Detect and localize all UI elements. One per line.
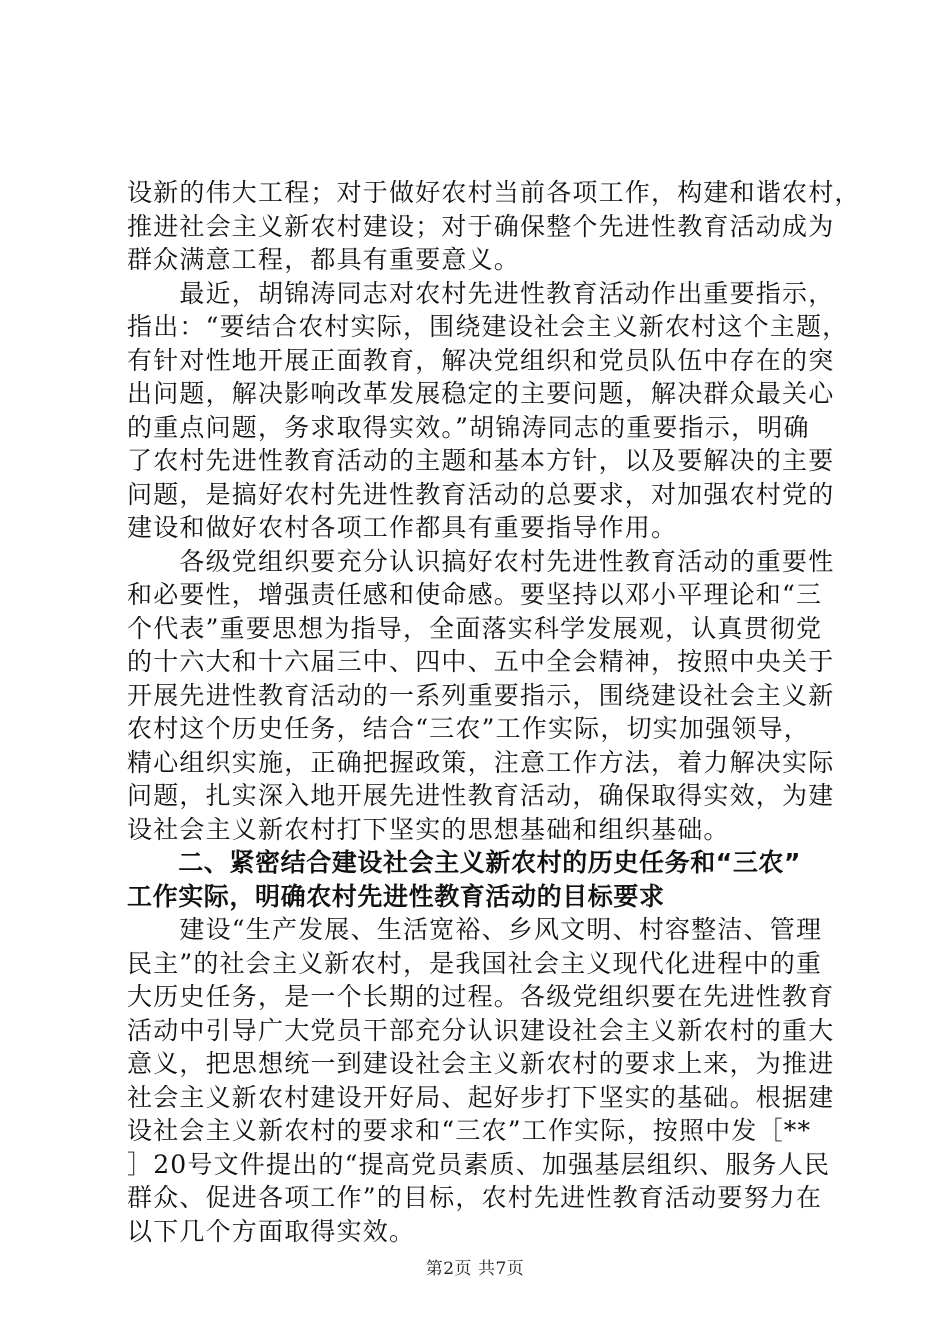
paragraph-line: 有针对性地开展正面教育，解决党组织和党员队伍中存在的突: [127, 345, 835, 375]
paragraph-line: 问题，是搞好农村先进性教育活动的总要求，对加强农村党的: [127, 479, 835, 509]
paragraph-line: 建设和做好农村各项工作都具有重要指导作用。: [127, 513, 678, 542]
paragraph-line: 活动中引导广大党员干部充分认识建设社会主义新农村的重大: [127, 1015, 835, 1045]
paragraph-line: 个代表”重要思想为指导，全面落实科学发展观，认真贯彻党: [127, 613, 823, 643]
paragraph-line: 出问题，解决影响改革发展稳定的主要问题，解决群众最关心: [127, 379, 835, 408]
paragraph-line: 推进社会主义新农村建设；对于确保整个先进性教育活动成为: [127, 211, 835, 241]
paragraph-line: 社会主义新农村建设开好局、起好步打下坚实的基础。根据建: [127, 1082, 835, 1112]
paragraph-line: 群众满意工程，都具有重要意义。: [127, 245, 521, 274]
paragraph-line: 开展先进性教育活动的一系列重要指示，围绕建设社会主义新: [127, 680, 835, 710]
section-heading-line: 工作实际，明确农村先进性教育活动的目标要求: [127, 881, 665, 911]
paragraph-line: 了农村先进性教育活动的主题和基本方针，以及要解决的主要: [127, 446, 835, 475]
paragraph-line: 民主”的社会主义新农村，是我国社会主义现代化进程中的重: [127, 948, 823, 978]
paragraph-line: 的十六大和十六届三中、四中、五中全会精神，按照中央关于: [127, 647, 835, 676]
page-number-footer: 第2页 共7页: [425, 1259, 525, 1279]
section-heading-line: 二、紧密结合建设社会主义新农村的历史任务和“三农”: [127, 848, 802, 877]
paragraph-line: 问题，扎实深入地开展先进性教育活动，确保取得实效，为建: [127, 781, 835, 810]
paragraph-line: 的重点问题，务求取得实效。”胡锦涛同志的重要指示，明确: [127, 412, 810, 442]
paragraph-line: 各级党组织要充分认识搞好农村先进性教育活动的重要性: [127, 546, 835, 576]
paragraph-line: 设新的伟大工程；对于做好农村当前各项工作，构建和谐农村，: [127, 178, 861, 207]
paragraph-line: 设社会主义新农村打下坚实的思想基础和组织基础。: [127, 814, 730, 844]
paragraph-line: 农村这个历史任务，结合“三农”工作实际，切实加强领导，: [127, 714, 810, 743]
paragraph-line: 意义，把思想统一到建设社会主义新农村的要求上来，为推进: [127, 1049, 835, 1078]
paragraph-line: 建设“生产发展、生活宽裕、乡风文明、村容整洁、管理: [127, 915, 823, 944]
paragraph-line: 指出：“要结合农村实际，围绕建设社会主义新农村这个主题，: [127, 312, 849, 341]
paragraph-line: 最近，胡锦涛同志对农村先进性教育活动作出重要指示，: [127, 278, 835, 308]
paragraph-line: 设社会主义新农村的要求和“三农”工作实际，按照中发［**: [127, 1116, 812, 1145]
paragraph-line: 大历史任务，是一个长期的过程。各级党组织要在先进性教育: [127, 982, 835, 1011]
paragraph-line: 以下几个方面取得实效。: [127, 1216, 416, 1246]
paragraph-line: 群众、促进各项工作”的目标，农村先进性教育活动要努力在: [127, 1183, 823, 1212]
paragraph-line: 和必要性，增强责任感和使命感。要坚持以邓小平理论和“三: [127, 580, 823, 609]
paragraph-line: 精心组织实施，正确把握政策，注意工作方法，着力解决实际: [127, 747, 835, 777]
paragraph-line: ］20号文件提出的“提高党员素质、加强基层组织、服务人民: [127, 1149, 831, 1179]
body-text: [127, 176, 861, 1248]
